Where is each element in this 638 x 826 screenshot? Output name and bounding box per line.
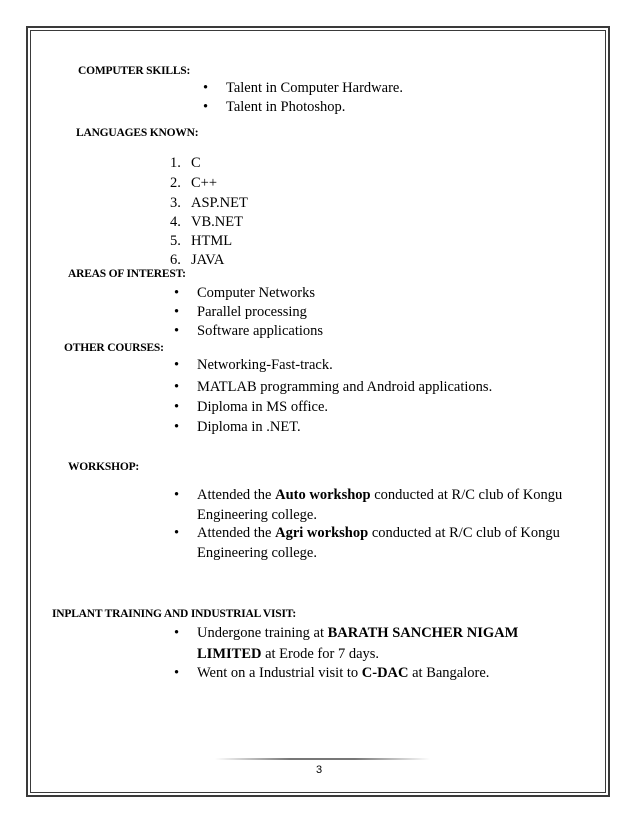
interests-heading: AREAS OF INTEREST: bbox=[68, 268, 186, 280]
bullet-icon: • bbox=[174, 487, 180, 503]
bullet-icon: • bbox=[174, 304, 180, 320]
interest-text: Parallel processing bbox=[197, 304, 307, 320]
interest-text: Computer Networks bbox=[197, 285, 315, 301]
workshop-line2: Engineering college. bbox=[197, 545, 317, 561]
language-text: ASP.NET bbox=[191, 195, 248, 211]
bullet-icon: • bbox=[174, 285, 180, 301]
courses-heading: OTHER COURSES: bbox=[64, 342, 164, 354]
bullet-icon: • bbox=[174, 357, 180, 373]
workshop-heading: WORKSHOP: bbox=[68, 461, 140, 473]
computer-skills-heading: COMPUTER SKILLS: bbox=[78, 65, 191, 77]
bullet-icon: • bbox=[174, 665, 180, 681]
interest-text: Software applications bbox=[197, 323, 324, 339]
bullet-icon: • bbox=[174, 379, 180, 395]
workshop-line1: Attended the Agri workshop conducted at R/C club of Kongu bbox=[197, 525, 560, 541]
skill-text: Talent in Computer Hardware. bbox=[226, 80, 403, 96]
course-text: MATLAB programming and Android applications. bbox=[197, 379, 493, 395]
bullet-icon: • bbox=[174, 525, 180, 541]
bullet-icon: • bbox=[174, 399, 180, 415]
bullet-icon: • bbox=[174, 323, 180, 339]
language-text: JAVA bbox=[191, 252, 225, 268]
inplant-heading: INPLANT TRAINING AND INDUSTRIAL VISIT: bbox=[52, 608, 296, 620]
page-number: 3 bbox=[315, 764, 323, 776]
workshop-line2: Engineering college. bbox=[197, 507, 317, 523]
languages-heading: LANGUAGES KNOWN: bbox=[76, 127, 199, 139]
language-text: C++ bbox=[191, 175, 218, 191]
bullet-icon: • bbox=[203, 99, 209, 115]
language-text: VB.NET bbox=[191, 214, 243, 230]
language-text: HTML bbox=[191, 233, 233, 249]
course-text: Networking-Fast-track. bbox=[197, 357, 333, 373]
footer-divider bbox=[215, 758, 430, 760]
workshop-line1: Attended the Auto workshop conducted at R/C club of Kongu bbox=[197, 487, 563, 503]
inplant-text: Went on a Industrial visit to C-DAC at Bangalore. bbox=[197, 665, 490, 681]
bullet-icon: • bbox=[174, 419, 180, 435]
skill-text: Talent in Photoshop. bbox=[226, 99, 346, 115]
bullet-icon: • bbox=[174, 625, 180, 641]
course-text: Diploma in .NET. bbox=[197, 419, 301, 435]
inplant-line2: LIMITED at Erode for 7 days. bbox=[197, 646, 380, 662]
course-text: Diploma in MS office. bbox=[197, 399, 329, 415]
inplant-line1: Undergone training at BARATH SANCHER NIGAM bbox=[197, 625, 519, 641]
bullet-icon: • bbox=[203, 80, 209, 96]
language-text: C bbox=[191, 155, 201, 171]
